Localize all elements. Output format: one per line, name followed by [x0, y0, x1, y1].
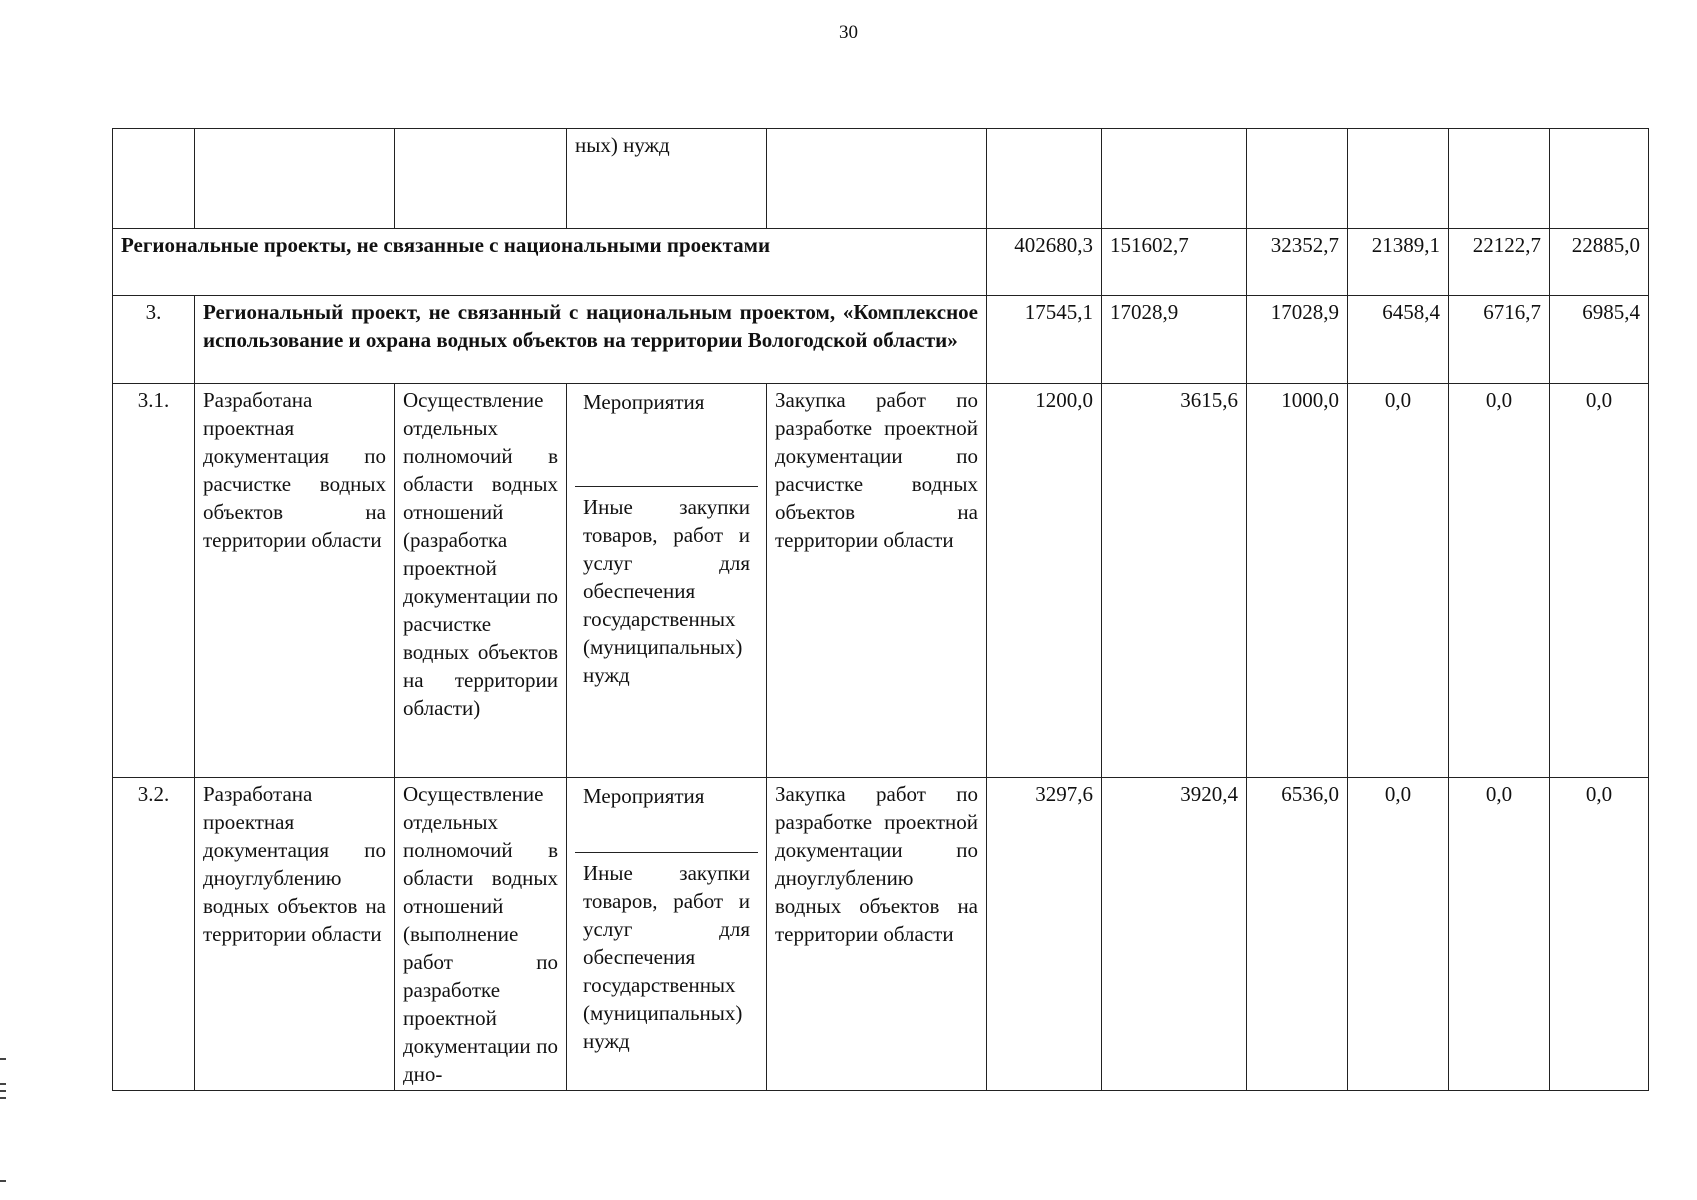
row-index: 3.2.: [113, 778, 195, 1091]
value-cell: 3920,4: [1102, 778, 1247, 1091]
cell-empty: [1247, 129, 1348, 229]
value-cell: 0,0: [1449, 778, 1550, 1091]
cell-empty: [987, 129, 1102, 229]
value-cell: 6985,4: [1550, 296, 1649, 384]
value-cell: 1000,0: [1247, 384, 1348, 778]
row-index: 3.: [113, 296, 195, 384]
margin-mark: [0, 1058, 6, 1060]
value-cell: 3297,6: [987, 778, 1102, 1091]
cell-empty: [1348, 129, 1449, 229]
cell-empty: [1550, 129, 1649, 229]
summary-row: [113, 229, 1649, 296]
value-cell: 6536,0: [1247, 778, 1348, 1091]
budget-table: [112, 128, 1649, 1091]
type-top: Мероприятия: [575, 386, 758, 487]
value-cell: 1200,0: [987, 384, 1102, 778]
table-row: [113, 384, 1649, 778]
value-cell: 0,0: [1348, 384, 1449, 778]
margin-mark: [0, 1180, 6, 1182]
table-row: [113, 778, 1649, 1091]
type-cell: [567, 778, 767, 1091]
cell-empty: [113, 129, 195, 229]
carryover-row: [113, 129, 1649, 229]
value-cell: 17545,1: [987, 296, 1102, 384]
description-cell: Закупка работ по разработке проектной документации по дноуглублению водных объектов на территории области: [767, 778, 987, 1091]
type-cell: [567, 384, 767, 778]
value-cell: 6716,7: [1449, 296, 1550, 384]
value-cell: 0,0: [1348, 778, 1449, 1091]
value-cell: 0,0: [1550, 384, 1649, 778]
activity-cell: Осуществление отдельных полномочий в области водных отношений (выполнение работ по разработке проектной документации по дно-: [395, 778, 567, 1091]
value-cell: 0,0: [1449, 384, 1550, 778]
value-cell: 22122,7: [1449, 229, 1550, 296]
result-cell: Разработана проектная документация по расчистке водных объектов на территории области: [195, 384, 395, 778]
description-cell: Закупка работ по разработке проектной документации по расчистке водных объектов на территории области: [767, 384, 987, 778]
result-cell: Разработана проектная документация по дноуглублению водных объектов на территории области: [195, 778, 395, 1091]
value-cell: 22885,0: [1550, 229, 1649, 296]
value-cell: 17028,9: [1102, 296, 1247, 384]
cell-empty: [195, 129, 395, 229]
cell-empty: [767, 129, 987, 229]
cell-empty: [1449, 129, 1550, 229]
row-index: 3.1.: [113, 384, 195, 778]
type-bottom: Иные закупки товаров, работ и услуг для обеспечения государственных (муниципальных) нужд: [583, 861, 750, 1053]
cell-empty: [1102, 129, 1247, 229]
margin-mark: [0, 1083, 6, 1085]
margin-mark: [0, 1097, 6, 1099]
project-title: Региональный проект, не связанный с национальным проектом, «Комплексное использование и охрана водных объектов на территории Вологодской области»: [195, 296, 987, 384]
value-cell: 0,0: [1550, 778, 1649, 1091]
value-cell: 17028,9: [1247, 296, 1348, 384]
value-cell: 32352,7: [1247, 229, 1348, 296]
type-top: Мероприятия: [575, 780, 758, 853]
value-cell: 151602,7: [1102, 229, 1247, 296]
page-number: 30: [839, 22, 858, 43]
carryover-text: ных) нужд: [567, 129, 767, 229]
project-row: [113, 296, 1649, 384]
margin-mark: [0, 1090, 6, 1092]
value-cell: 3615,6: [1102, 384, 1247, 778]
value-cell: 6458,4: [1348, 296, 1449, 384]
cell-empty: [395, 129, 567, 229]
activity-cell: Осуществление отдельных полномочий в области водных отношений (разработка проектной документации по расчистке водных объектов на территории области): [395, 384, 567, 778]
value-cell: 21389,1: [1348, 229, 1449, 296]
value-cell: 402680,3: [987, 229, 1102, 296]
type-bottom: Иные закупки товаров, работ и услуг для обеспечения государственных (муниципальных) нужд: [583, 495, 750, 687]
summary-label: Региональные проекты, не связанные с национальными проектами: [113, 229, 987, 296]
